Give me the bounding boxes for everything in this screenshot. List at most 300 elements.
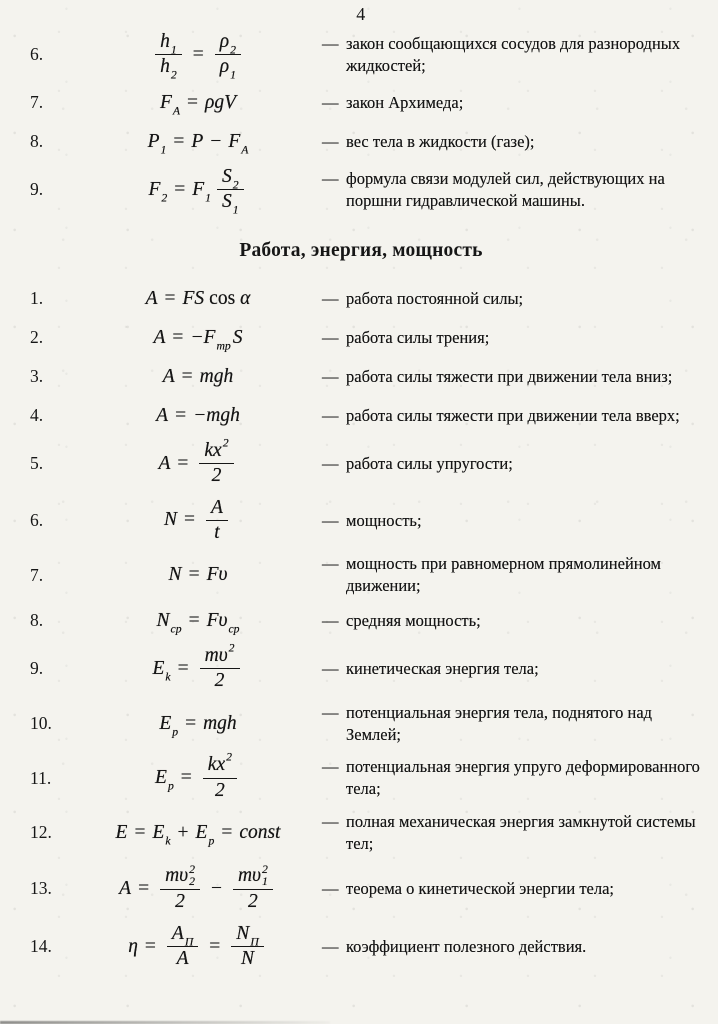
variable: N xyxy=(164,509,178,531)
description-wrap xyxy=(322,702,708,746)
sub-sup-stack xyxy=(189,864,195,889)
subscript: p xyxy=(172,725,179,739)
dash: — xyxy=(322,366,339,386)
formula-row xyxy=(14,702,708,746)
subscript: 1 xyxy=(160,143,167,157)
fraction xyxy=(206,497,228,545)
formula-description: теорема о кинетической энергии тела; xyxy=(346,878,615,898)
variable: S xyxy=(221,165,232,187)
subscript: П xyxy=(184,935,194,949)
variable: Fυ xyxy=(206,564,228,586)
item-number: 4. xyxy=(30,405,44,426)
symbol xyxy=(215,780,225,802)
symbol xyxy=(206,609,240,636)
formula-description: мощность при равномерном прямолинейном движении; xyxy=(346,554,661,596)
symbol xyxy=(153,327,165,349)
numerator xyxy=(215,31,241,55)
description-wrap xyxy=(322,811,708,855)
operator: = xyxy=(188,609,200,631)
operator: = xyxy=(188,564,200,586)
formula xyxy=(168,564,229,586)
symbol xyxy=(160,56,177,83)
formula-list xyxy=(14,31,708,970)
symbol xyxy=(238,864,268,889)
formula xyxy=(162,366,235,388)
formula-description: закон Архимеда; xyxy=(346,92,464,112)
operator: = xyxy=(177,657,189,679)
description-wrap xyxy=(322,553,708,597)
variable: A xyxy=(176,948,189,970)
symbol xyxy=(205,92,236,114)
superscript: 2 xyxy=(222,436,229,450)
operator: = xyxy=(175,404,187,426)
formula-description: полная механическая энергия замкнутой системы тел; xyxy=(346,812,696,853)
formula-row xyxy=(14,751,708,802)
subscript: p xyxy=(208,834,215,848)
item-number: 8. xyxy=(30,610,44,631)
page-number: 4 xyxy=(356,4,366,24)
formula xyxy=(118,864,278,914)
operator: = xyxy=(209,935,221,957)
operator: = xyxy=(172,326,184,348)
formula-description: работа силы трения; xyxy=(346,327,490,347)
item-number: 9. xyxy=(30,658,44,679)
operator: = xyxy=(192,43,204,65)
subscript: 1 xyxy=(262,874,268,888)
superscript: 2 xyxy=(262,862,268,876)
variable: N xyxy=(168,564,182,586)
variable: −mgh xyxy=(193,404,240,426)
symbol xyxy=(119,878,131,900)
formula-description: коэффициент полезного действия. xyxy=(346,936,587,956)
formula-description: работа силы тяжести при движении тела вниз; xyxy=(346,366,673,386)
description-wrap xyxy=(322,510,708,532)
formula-row xyxy=(14,284,708,314)
superscript: 2 xyxy=(226,751,232,765)
variable: kx xyxy=(207,754,226,776)
formula xyxy=(154,751,242,802)
formula-description: формула связи модулей сил, действующих на поршни гидравлической машины. xyxy=(346,169,665,210)
variable: E xyxy=(195,821,208,843)
denominator xyxy=(214,779,226,802)
variable: mgh xyxy=(199,365,234,387)
symbol xyxy=(116,822,128,844)
variable: η xyxy=(128,935,138,957)
symbol xyxy=(190,326,231,353)
symbol xyxy=(128,936,138,958)
operator: = xyxy=(177,452,189,474)
symbol xyxy=(160,31,177,57)
subscript: 2 xyxy=(232,178,239,192)
numerator xyxy=(155,31,182,55)
formula xyxy=(155,405,241,427)
formula-row xyxy=(14,127,708,157)
item-number: 13. xyxy=(30,878,52,899)
formula xyxy=(157,436,238,488)
symbol xyxy=(158,453,170,475)
symbol xyxy=(177,948,189,970)
dash: — xyxy=(322,812,339,832)
description-wrap xyxy=(322,131,708,153)
fraction xyxy=(160,864,200,914)
item-number: 3. xyxy=(30,366,44,387)
dash: — xyxy=(322,131,339,151)
superscript: 2 xyxy=(228,641,235,655)
symbol xyxy=(200,366,234,388)
formula-description: работа силы упругости; xyxy=(346,453,513,473)
item-number: 2. xyxy=(30,327,44,348)
item-number: 10. xyxy=(30,713,52,734)
variable: mgh xyxy=(203,712,237,734)
formula-row xyxy=(14,88,708,118)
variable: A xyxy=(162,365,175,387)
symbol xyxy=(148,178,168,205)
operator: = xyxy=(180,767,192,789)
subscript: 2 xyxy=(170,69,177,83)
dash: — xyxy=(322,611,339,631)
sub-sup-stack xyxy=(262,864,268,889)
description-wrap xyxy=(322,936,708,958)
operator: − xyxy=(210,130,222,152)
description-wrap xyxy=(322,658,708,680)
operator: − xyxy=(210,877,222,899)
symbol xyxy=(206,288,238,310)
description-wrap xyxy=(322,288,708,310)
variable: A xyxy=(171,922,184,944)
symbol xyxy=(212,465,222,487)
item-number: 12. xyxy=(30,822,52,843)
description-wrap xyxy=(322,366,708,388)
formula-description: работа постоянной силы; xyxy=(346,288,524,308)
symbol xyxy=(156,609,182,636)
subscript: p xyxy=(167,779,174,793)
formula-row xyxy=(14,864,708,914)
variable: A xyxy=(156,404,169,426)
description-wrap xyxy=(322,33,708,77)
variable: mυ xyxy=(237,864,261,886)
formula xyxy=(127,923,269,971)
function-name: cos xyxy=(209,287,236,309)
item-number: 6. xyxy=(30,509,44,530)
formula-row xyxy=(14,436,708,488)
subscript: A xyxy=(241,143,249,157)
numerator xyxy=(160,864,200,891)
variable: ρgV xyxy=(205,91,237,113)
variable: P xyxy=(147,130,160,152)
symbol xyxy=(165,864,195,889)
variable: ρ xyxy=(219,56,230,78)
symbol xyxy=(204,436,229,462)
dash: — xyxy=(322,92,339,112)
variable: 2 xyxy=(215,779,225,801)
subscript: A xyxy=(172,104,181,118)
variable: FS xyxy=(182,287,205,309)
subscript: 1 xyxy=(205,191,211,205)
variable: E xyxy=(155,767,167,789)
denominator xyxy=(174,890,186,913)
numerator xyxy=(167,923,198,947)
formula-row xyxy=(14,811,708,855)
description-wrap xyxy=(322,878,708,900)
numerator xyxy=(199,436,233,464)
operator: = xyxy=(144,935,156,957)
item-number: 5. xyxy=(30,453,44,474)
symbol xyxy=(146,288,158,310)
operator: = xyxy=(184,509,196,531)
formula-description: средняя мощность; xyxy=(346,611,481,631)
fraction xyxy=(155,31,182,83)
item-number: 7. xyxy=(30,92,44,113)
symbol xyxy=(195,821,215,848)
variable: A xyxy=(119,877,132,899)
description-wrap xyxy=(322,92,708,114)
denominator xyxy=(211,464,223,487)
symbol xyxy=(159,91,181,118)
symbol xyxy=(191,131,203,153)
fraction xyxy=(215,31,241,83)
subscript: 2 xyxy=(161,191,168,205)
description-wrap xyxy=(322,610,708,632)
symbol xyxy=(193,405,240,427)
formula-description: закон сообщающихся сосудов для разнородных жидкостей; xyxy=(346,34,681,75)
symbol xyxy=(248,891,258,913)
formula xyxy=(152,326,243,353)
dash: — xyxy=(322,34,339,54)
formula-row xyxy=(14,362,708,392)
formula-row xyxy=(14,497,708,545)
section-heading: Работа, энергия, мощность xyxy=(239,239,483,261)
fraction xyxy=(167,923,198,971)
symbol xyxy=(221,191,239,217)
item-number: 14. xyxy=(30,936,52,957)
symbol xyxy=(219,31,236,57)
formula-row xyxy=(14,923,708,971)
denominator xyxy=(159,55,178,83)
operator: = xyxy=(134,821,146,843)
item-number: 11. xyxy=(30,767,52,788)
symbol xyxy=(192,178,211,205)
symbol xyxy=(164,509,177,531)
subscript: k xyxy=(165,670,171,684)
variable: mυ xyxy=(165,864,189,886)
symbol xyxy=(147,130,167,157)
operator: = xyxy=(221,821,233,843)
formula-description: работа силы тяжести при движении тела вверх; xyxy=(346,405,680,425)
symbol xyxy=(228,130,249,157)
numerator xyxy=(231,923,263,947)
variable: S xyxy=(221,191,232,213)
variable: 2 xyxy=(248,891,258,913)
variable: A xyxy=(153,326,166,348)
dash: — xyxy=(322,702,339,722)
formula xyxy=(158,712,237,739)
symbol xyxy=(155,767,174,793)
symbol xyxy=(163,366,175,388)
subscript: 1 xyxy=(230,69,236,83)
symbol xyxy=(241,948,254,970)
variable: P xyxy=(191,130,204,152)
denominator xyxy=(213,521,220,544)
formula-row xyxy=(14,165,708,217)
numerator xyxy=(203,751,237,778)
formula-row xyxy=(14,323,708,353)
symbol xyxy=(175,891,185,913)
subscript: тр xyxy=(216,339,231,353)
variable: A xyxy=(211,496,223,518)
symbol xyxy=(183,288,205,310)
numerator xyxy=(217,166,244,190)
variable: F xyxy=(192,178,205,200)
symbol xyxy=(169,564,182,586)
formula xyxy=(159,91,237,118)
variable: mυ xyxy=(204,644,228,666)
formula xyxy=(115,821,282,848)
variable: N xyxy=(241,948,255,970)
dash: — xyxy=(322,757,339,777)
symbol xyxy=(240,288,250,310)
denominator xyxy=(240,947,255,970)
formula-row xyxy=(14,606,708,636)
symbol xyxy=(215,670,225,692)
item-number: 8. xyxy=(30,131,44,152)
fraction xyxy=(199,436,233,488)
formula-description: кинетическая энергия тела; xyxy=(346,658,539,678)
symbol xyxy=(239,822,280,844)
formula xyxy=(156,609,241,636)
symbol xyxy=(152,821,171,848)
dash: — xyxy=(322,936,339,956)
description-wrap xyxy=(322,756,708,800)
variable: S xyxy=(232,326,243,348)
symbol xyxy=(204,641,235,667)
variable: const xyxy=(239,821,281,843)
item-number: 6. xyxy=(30,44,44,65)
variable: ρ xyxy=(219,31,230,52)
variable: E xyxy=(152,657,165,679)
symbol xyxy=(211,497,223,519)
denominator xyxy=(247,890,259,913)
dash: — xyxy=(322,878,339,898)
subscript: k xyxy=(165,834,171,848)
variable: N xyxy=(156,609,170,631)
symbol xyxy=(156,405,168,427)
formula-description: потенциальная энергия тела, поднятого над Землей; xyxy=(346,702,653,744)
formula-row xyxy=(14,641,708,693)
operator: = xyxy=(187,91,199,113)
variable: F xyxy=(148,178,161,200)
dash: — xyxy=(322,554,339,574)
fraction xyxy=(203,751,237,802)
description-wrap xyxy=(322,405,708,427)
variable: E xyxy=(159,712,172,734)
dash: — xyxy=(322,658,339,678)
formula-description: потенциальная энергия упруго деформированного тела; xyxy=(346,757,700,799)
item-number: 9. xyxy=(30,179,44,200)
denominator xyxy=(221,190,240,217)
formula-row xyxy=(14,401,708,431)
fraction xyxy=(231,923,263,971)
symbol xyxy=(221,165,239,192)
operator: = xyxy=(174,178,186,200)
operator: = xyxy=(173,130,185,152)
dash: — xyxy=(322,453,339,473)
symbol xyxy=(207,564,228,586)
denominator xyxy=(176,947,190,970)
formula-row xyxy=(14,31,708,83)
dash: — xyxy=(322,169,339,188)
superscript: 2 xyxy=(189,862,195,876)
symbol xyxy=(207,751,232,776)
variable: E xyxy=(115,821,128,843)
subscript: 2 xyxy=(189,874,195,888)
operator: = xyxy=(181,365,193,387)
formula-description: вес тела в жидкости (газе); xyxy=(346,131,535,151)
formula xyxy=(145,288,252,310)
denominator xyxy=(219,55,237,83)
numerator xyxy=(206,497,228,521)
fraction xyxy=(217,165,244,217)
variable: F xyxy=(159,91,172,113)
subscript: ср xyxy=(228,622,240,636)
variable: Fυ xyxy=(206,609,228,631)
description-wrap xyxy=(322,453,708,475)
symbol xyxy=(159,712,179,739)
symbol xyxy=(171,922,194,949)
formula-row xyxy=(14,553,708,597)
variable: 2 xyxy=(214,670,225,692)
variable: F xyxy=(228,130,241,152)
dash: — xyxy=(322,405,339,425)
operator: = xyxy=(164,287,176,309)
fraction xyxy=(233,864,273,914)
formula xyxy=(152,641,245,693)
denominator xyxy=(214,669,226,692)
variable: t xyxy=(214,521,220,543)
symbol xyxy=(214,522,219,544)
variable: A xyxy=(158,452,171,474)
numerator xyxy=(200,641,240,669)
variable: α xyxy=(240,287,251,309)
description-wrap xyxy=(322,168,708,212)
subscript: 1 xyxy=(170,43,177,57)
numerator xyxy=(233,864,273,891)
item-number: 7. xyxy=(30,564,44,585)
variable: −F xyxy=(190,326,216,348)
variable: kx xyxy=(204,439,222,461)
variable: E xyxy=(152,821,165,843)
symbol xyxy=(203,713,237,735)
item-number: 1. xyxy=(30,288,44,309)
formula xyxy=(147,165,248,217)
dash: — xyxy=(322,510,339,530)
subscript: П xyxy=(250,935,259,949)
subscript: 1 xyxy=(232,203,239,217)
subscript: 2 xyxy=(230,43,236,57)
operator: + xyxy=(177,821,189,843)
fraction xyxy=(200,641,240,693)
formula xyxy=(150,31,246,83)
formula xyxy=(147,130,250,157)
operator: = xyxy=(138,877,150,899)
description-wrap xyxy=(322,327,708,349)
operator: = xyxy=(185,712,197,734)
variable: 2 xyxy=(175,891,185,913)
variable: A xyxy=(145,287,158,309)
dash: — xyxy=(322,288,339,308)
symbol xyxy=(152,657,171,684)
formula-description: мощность; xyxy=(346,510,422,530)
symbol xyxy=(233,327,243,349)
